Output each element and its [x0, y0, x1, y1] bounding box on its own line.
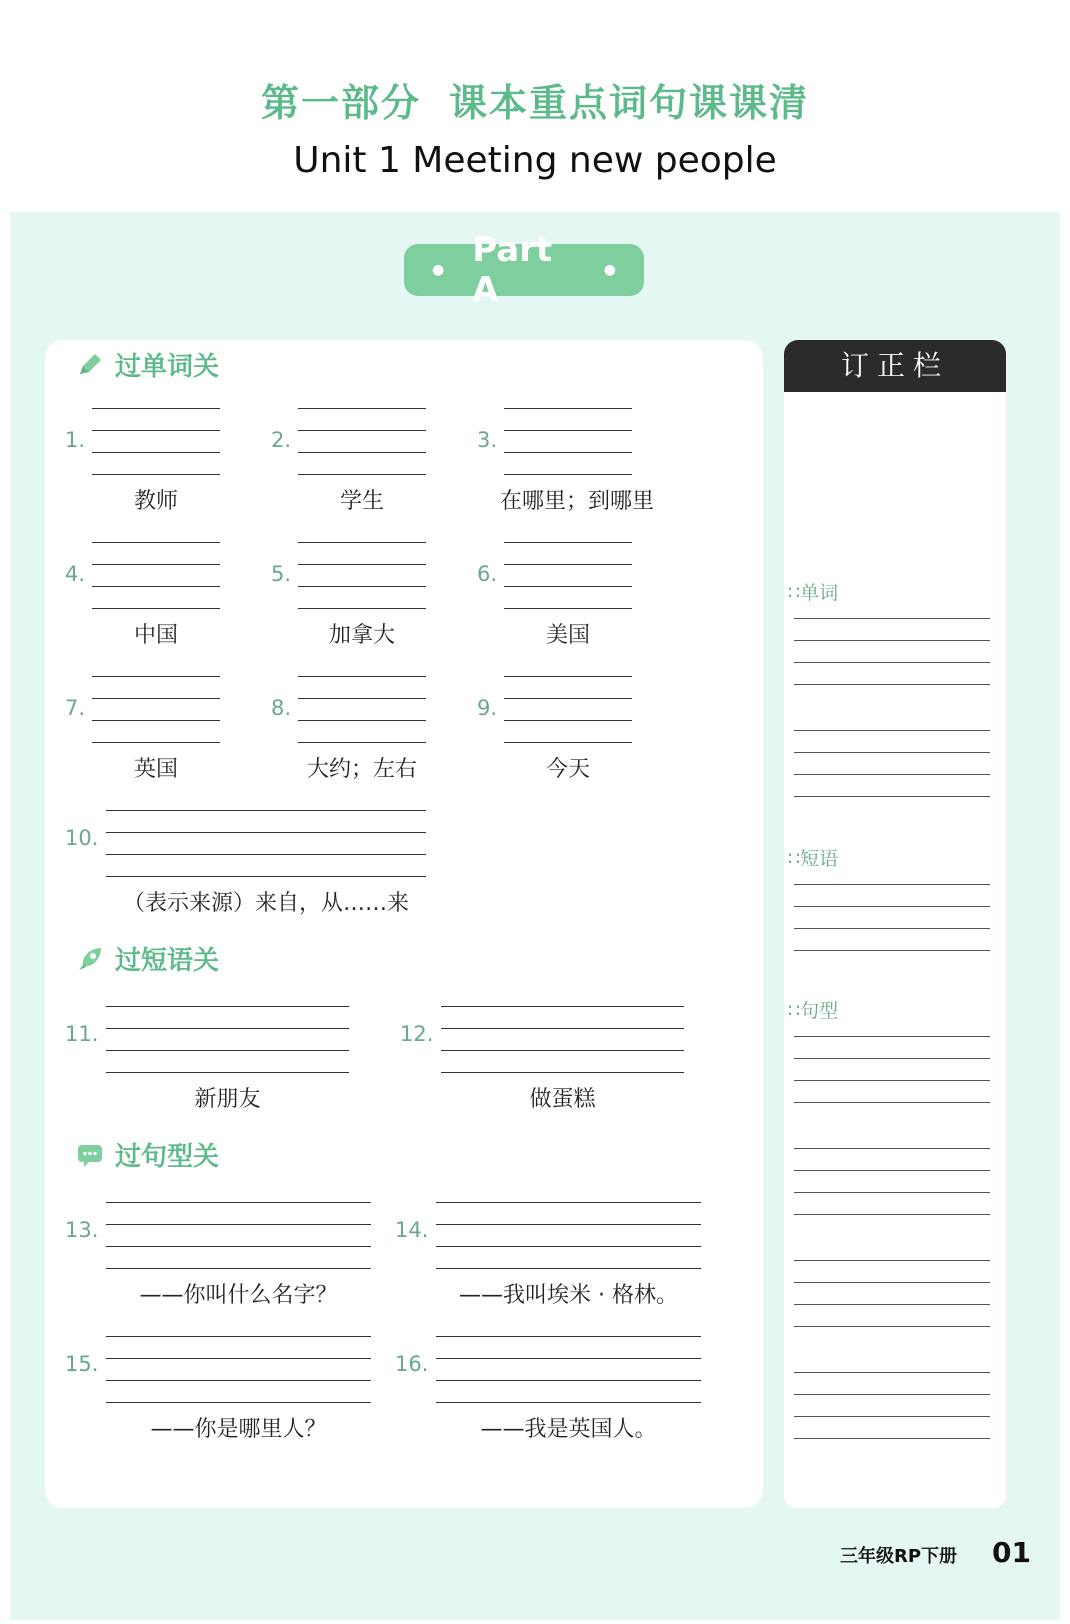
chinese-prompt: ——我叫埃米 · 格林。: [459, 1283, 678, 1308]
correction-title: 订正栏: [784, 340, 1006, 392]
chinese-prompt: 加拿大: [328, 623, 395, 648]
chinese-prompt: 中国: [133, 623, 178, 648]
part-label: Part A: [472, 230, 553, 310]
answer-line[interactable]: [436, 1402, 701, 1403]
answer-line[interactable]: [298, 586, 426, 587]
answer-line[interactable]: [298, 698, 426, 699]
answer-line[interactable]: [106, 1202, 371, 1203]
answer-line[interactable]: [106, 876, 426, 877]
chinese-prompt: 美国: [545, 623, 590, 648]
answer-line[interactable]: [504, 564, 632, 565]
answer-line[interactable]: [441, 1072, 684, 1073]
chinese-prompt: 英国: [133, 757, 178, 782]
item-number: 5.: [271, 562, 292, 586]
correction-line[interactable]: [794, 796, 990, 797]
chinese-prompt: 新朋友: [194, 1087, 261, 1112]
answer-line[interactable]: [298, 474, 426, 475]
answer-line[interactable]: [504, 408, 632, 409]
correction-label-words: ∷单词: [788, 582, 839, 604]
rocket-icon: [75, 944, 105, 974]
answer-line[interactable]: [106, 1246, 371, 1247]
answer-line[interactable]: [298, 430, 426, 431]
chinese-prompt: 做蛋糕: [529, 1087, 596, 1112]
answer-line[interactable]: [441, 1050, 684, 1051]
correction-label-phrases: ∷短语: [788, 848, 839, 870]
page-title: [0, 72, 1070, 127]
answer-line[interactable]: [504, 474, 632, 475]
answer-line[interactable]: [106, 1050, 349, 1051]
answer-line[interactable]: [106, 1358, 371, 1359]
answer-line[interactable]: [92, 720, 220, 721]
answer-line[interactable]: [298, 720, 426, 721]
answer-line[interactable]: [441, 1028, 684, 1029]
answer-line[interactable]: [92, 474, 220, 475]
chinese-prompt: 学生: [339, 489, 384, 514]
answer-line[interactable]: [436, 1202, 701, 1203]
answer-line[interactable]: [106, 1268, 371, 1269]
answer-line[interactable]: [504, 742, 632, 743]
title-part1: 第一部分: [260, 81, 421, 125]
correction-line[interactable]: [794, 1326, 990, 1327]
label-text: 单词: [800, 582, 839, 604]
answer-line[interactable]: [106, 810, 426, 811]
section-phrases-label: 过短语关: [115, 946, 220, 976]
correction-line[interactable]: [794, 774, 990, 775]
answer-line[interactable]: [436, 1224, 701, 1225]
correction-line[interactable]: [794, 1304, 990, 1305]
answer-line[interactable]: [504, 698, 632, 699]
unit-title: Unit 1 Meeting new people: [293, 140, 777, 181]
correction-line[interactable]: [794, 1438, 990, 1439]
part-badge: [404, 230, 644, 310]
correction-line[interactable]: [794, 1036, 990, 1037]
answer-line[interactable]: [504, 608, 632, 609]
correction-column: [784, 340, 1006, 1508]
correction-line[interactable]: [794, 684, 990, 685]
chinese-prompt: 今天: [545, 757, 590, 782]
answer-line[interactable]: [504, 452, 632, 453]
answer-line[interactable]: [106, 1402, 371, 1403]
item-number: 16.: [395, 1352, 429, 1376]
dot-icon: ●: [432, 262, 445, 278]
section-words-heading: [75, 346, 219, 383]
item-number: 2.: [271, 428, 292, 452]
grade-label: 三年级RP下册: [840, 1546, 958, 1567]
answer-line[interactable]: [92, 586, 220, 587]
title-part2: 课本重点词句课课清: [449, 81, 810, 125]
correction-line[interactable]: [794, 1282, 990, 1283]
section-sentences-heading: [75, 1136, 219, 1173]
chinese-prompt: ——你是哪里人？: [150, 1417, 327, 1442]
answer-line[interactable]: [436, 1336, 701, 1337]
answer-line[interactable]: [92, 408, 220, 409]
correction-line[interactable]: [794, 1148, 990, 1149]
correction-line[interactable]: [794, 1080, 990, 1081]
correction-line[interactable]: [794, 1394, 990, 1395]
answer-line[interactable]: [92, 564, 220, 565]
correction-line[interactable]: [794, 950, 990, 951]
answer-line[interactable]: [106, 1336, 371, 1337]
answer-line[interactable]: [92, 742, 220, 743]
item-number: 3.: [477, 428, 498, 452]
dot-icon: ●: [603, 262, 616, 278]
correction-line[interactable]: [794, 906, 990, 907]
item-number: 13.: [65, 1218, 99, 1242]
item-number: 8.: [271, 696, 292, 720]
correction-line[interactable]: [794, 1170, 990, 1171]
answer-line[interactable]: [298, 452, 426, 453]
item-number: 12.: [400, 1022, 434, 1046]
item-number: 14.: [395, 1218, 429, 1242]
exercise-card: [45, 340, 763, 1508]
answer-line[interactable]: [298, 676, 426, 677]
answer-line[interactable]: [436, 1380, 701, 1381]
page-number: 01: [992, 1536, 1031, 1569]
correction-line[interactable]: [794, 640, 990, 641]
correction-line[interactable]: [794, 752, 990, 753]
answer-line[interactable]: [298, 742, 426, 743]
answer-line[interactable]: [92, 676, 220, 677]
pencil-icon: [75, 350, 105, 380]
answer-line[interactable]: [504, 720, 632, 721]
answer-line[interactable]: [298, 542, 426, 543]
answer-line[interactable]: [298, 608, 426, 609]
answer-line[interactable]: [106, 1380, 371, 1381]
answer-line[interactable]: [106, 1224, 371, 1225]
item-number: 1.: [65, 428, 86, 452]
section-phrases-heading: [75, 940, 219, 977]
item-number: 6.: [477, 562, 498, 586]
correction-line[interactable]: [794, 928, 990, 929]
answer-line[interactable]: [106, 854, 426, 855]
answer-line[interactable]: [92, 542, 220, 543]
correction-line[interactable]: [794, 1372, 990, 1373]
item-number: 10.: [65, 826, 99, 850]
answer-line[interactable]: [441, 1006, 684, 1007]
correction-line[interactable]: [794, 1260, 990, 1261]
correction-line[interactable]: [794, 618, 990, 619]
correction-line[interactable]: [794, 1214, 990, 1215]
chinese-prompt: ——你叫什么名字？: [139, 1283, 338, 1308]
item-number: 9.: [477, 696, 498, 720]
answer-line[interactable]: [504, 586, 632, 587]
chat-bubble-icon: [75, 1140, 105, 1170]
item-number: 11.: [65, 1022, 99, 1046]
item-number: 7.: [65, 696, 86, 720]
answer-line[interactable]: [92, 430, 220, 431]
answer-line[interactable]: [298, 564, 426, 565]
answer-line[interactable]: [92, 608, 220, 609]
item-number: 15.: [65, 1352, 99, 1376]
chinese-prompt: （表示来源）来自，从……来: [122, 891, 409, 916]
answer-line[interactable]: [436, 1246, 701, 1247]
answer-line[interactable]: [504, 430, 632, 431]
label-text: 短语: [800, 848, 839, 870]
answer-line[interactable]: [106, 1006, 349, 1007]
correction-label-sentences: ∷句型: [788, 1000, 839, 1022]
answer-line[interactable]: [106, 832, 426, 833]
chinese-prompt: 教师: [133, 489, 178, 514]
answer-line[interactable]: [92, 698, 220, 699]
item-number: 4.: [65, 562, 86, 586]
correction-line[interactable]: [794, 662, 990, 663]
correction-line[interactable]: [794, 1058, 990, 1059]
answer-line[interactable]: [504, 542, 632, 543]
answer-line[interactable]: [92, 452, 220, 453]
correction-line[interactable]: [794, 730, 990, 731]
answer-line[interactable]: [504, 676, 632, 677]
section-sentences-label: 过句型关: [115, 1142, 220, 1172]
answer-line[interactable]: [106, 1028, 349, 1029]
answer-line[interactable]: [298, 408, 426, 409]
label-text: 句型: [800, 1000, 839, 1022]
correction-line[interactable]: [794, 884, 990, 885]
answer-line[interactable]: [106, 1072, 349, 1073]
answer-line[interactable]: [436, 1358, 701, 1359]
chinese-prompt: 大约；左右: [306, 757, 417, 782]
correction-line[interactable]: [794, 1192, 990, 1193]
chinese-prompt: 在哪里；到哪里: [499, 489, 654, 514]
chinese-prompt: ——我是英国人。: [480, 1417, 657, 1442]
section-words-label: 过单词关: [115, 352, 220, 382]
answer-line[interactable]: [436, 1268, 701, 1269]
correction-line[interactable]: [794, 1102, 990, 1103]
correction-line[interactable]: [794, 1416, 990, 1417]
